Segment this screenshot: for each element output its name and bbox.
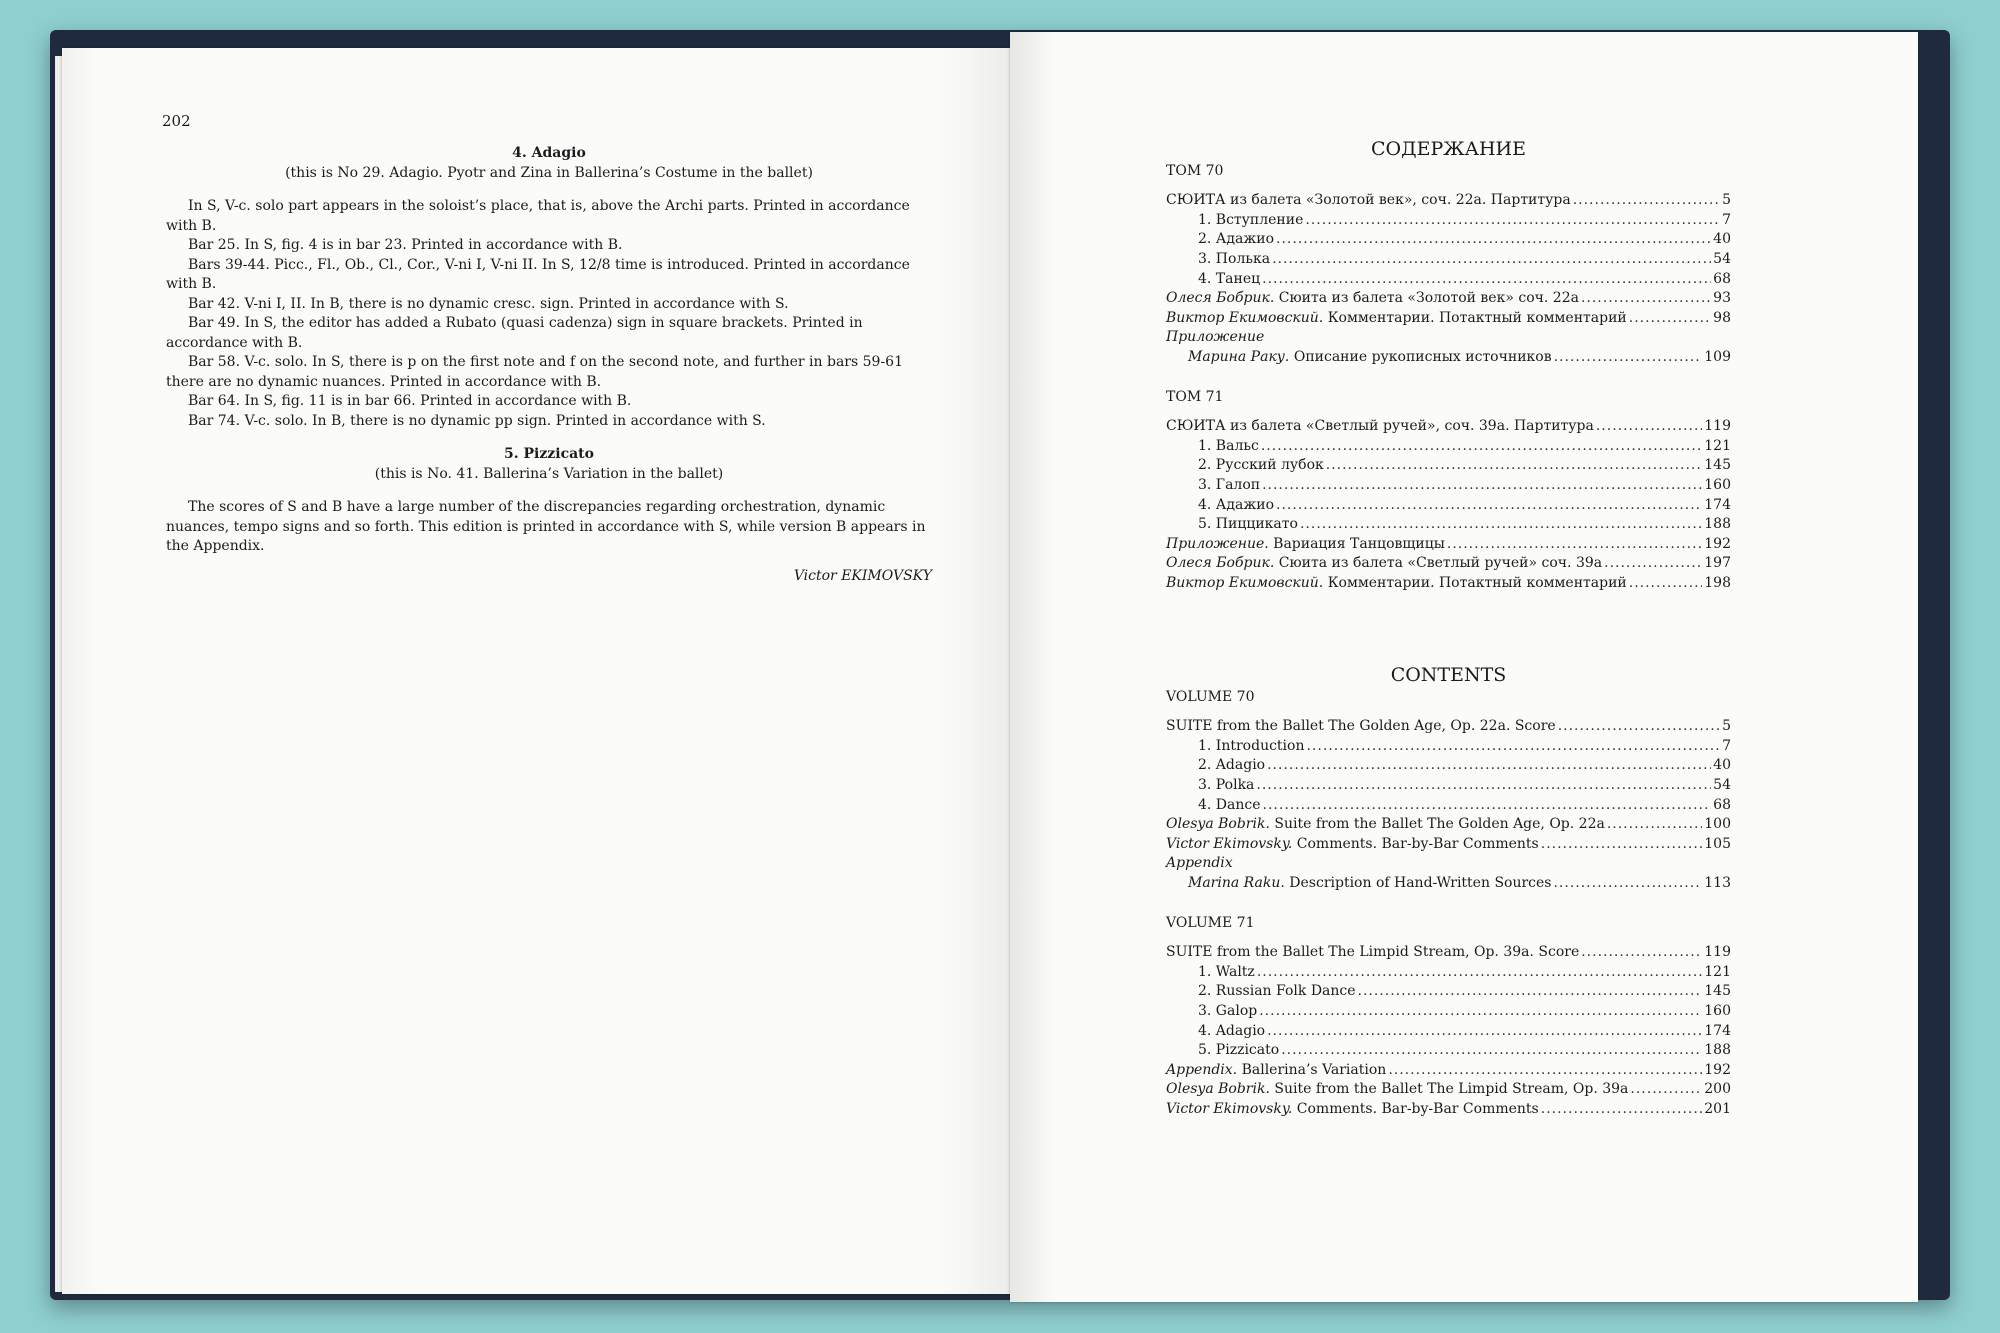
toc-entry-label	[1166, 309, 1627, 329]
toc-entry-label	[1166, 815, 1605, 835]
toc-entry-title: 4. Dance	[1198, 796, 1261, 813]
toc-entry-title: СЮИТА из балета «Светлый ручей», соч. 39а. Партитура	[1166, 418, 1594, 435]
toc-page-number: 98	[1713, 309, 1731, 326]
toc-page-number: 5	[1722, 192, 1731, 209]
dot-leader	[1553, 874, 1702, 894]
toc-entry-label	[1198, 1041, 1279, 1061]
dot-leader	[1604, 554, 1702, 574]
dot-leader	[1267, 1022, 1702, 1042]
section-note: (this is No. 41. Ballerina’s Variation in the ballet)	[374, 465, 724, 482]
toc-page-number: 145	[1704, 983, 1731, 1000]
toc-entry-label	[1188, 874, 1551, 894]
dot-leader	[1581, 289, 1711, 309]
paragraph: Bar 74. V-c. solo. In B, there is no dynamic pp sign. Printed in accordance with S.	[188, 412, 766, 429]
toc-entry-label	[1198, 982, 1356, 1002]
toc-entry	[1166, 1100, 1731, 1120]
toc-entry-title: СЮИТА из балета «Золотой век», соч. 22а. Партитура	[1166, 192, 1571, 209]
toc-page-number: 109	[1704, 348, 1731, 365]
toc-page-number: 160	[1704, 1002, 1731, 1019]
signature: Victor EKIMOVSKY	[793, 567, 932, 584]
toc-entry	[1166, 476, 1731, 496]
contents-title-en: CONTENTS	[1390, 664, 1507, 686]
toc-entry	[1166, 737, 1731, 757]
toc-list	[1166, 417, 1731, 593]
toc-entry-label	[1166, 1061, 1386, 1081]
toc-page-number: 188	[1704, 516, 1731, 533]
section-title: 4. Adagio	[512, 145, 586, 161]
toc-entry-label	[1198, 270, 1260, 290]
toc-entry-title: 2. Adagio	[1198, 757, 1266, 774]
toc-page-number: 93	[1713, 290, 1731, 307]
toc-entry-label	[1166, 554, 1602, 574]
toc-entry	[1166, 1080, 1731, 1100]
toc-entry-label	[1166, 835, 1539, 855]
toc-entry-title: 1. Вступление	[1198, 211, 1304, 228]
toc-page-number: 54	[1713, 776, 1731, 793]
toc-entry	[1166, 815, 1731, 835]
toc-entry	[1166, 211, 1731, 231]
dot-leader	[1541, 835, 1703, 855]
toc-list	[1166, 348, 1731, 368]
paragraph: Bars 39-44. Picc., Fl., Ob., Cl., Cor., V-ni I, V-ni II. In S, 12/8 time is introduced. Printed in accordance with B.	[166, 256, 910, 292]
toc-page-number: 68	[1713, 270, 1731, 287]
dot-leader	[1326, 456, 1703, 476]
dot-leader	[1276, 230, 1711, 250]
toc-entry	[1166, 535, 1731, 555]
toc-page-number: 201	[1704, 1100, 1731, 1117]
toc-entry-author: Марина Раку.	[1188, 348, 1290, 365]
dot-leader	[1306, 737, 1720, 757]
dot-leader	[1388, 1061, 1702, 1081]
toc-entry-author: Приложение.	[1166, 535, 1269, 552]
dot-leader	[1596, 417, 1702, 437]
dot-leader	[1558, 717, 1720, 737]
toc-entry	[1166, 496, 1731, 516]
toc-entry-title: Ballerina’s Variation	[1237, 1061, 1387, 1078]
toc-entry-title: Comments. Bar-by-Bar Comments	[1292, 1100, 1539, 1117]
dot-leader	[1629, 309, 1711, 329]
toc-entry	[1166, 250, 1731, 270]
toc-page-number: 192	[1704, 1061, 1731, 1078]
toc-entry	[1166, 574, 1731, 594]
toc-page-number: 145	[1704, 457, 1731, 474]
toc-page-number: 5	[1722, 718, 1731, 735]
toc-page-number: 7	[1722, 737, 1731, 754]
toc-entry	[1166, 1022, 1731, 1042]
volume-heading: ТОМ 70	[1166, 162, 1224, 179]
toc-page-number: 200	[1704, 1081, 1731, 1098]
toc-entry	[1166, 270, 1731, 290]
toc-entry-label	[1188, 348, 1552, 368]
toc-entry	[1166, 1061, 1731, 1081]
paragraph: Bar 58. V-c. solo. In S, there is p on the first note and f on the second note, and further in bars 59-61 there are no dynamic nuances. Printed in accordance with B.	[166, 354, 903, 390]
toc-page-number: 121	[1704, 437, 1731, 454]
toc-entry	[1166, 515, 1731, 535]
dot-leader	[1554, 348, 1703, 368]
toc-entry-title: Сюита из балета «Светлый ручей» соч. 39а	[1274, 555, 1603, 572]
toc-entry-title: SUITE from the Ballet The Golden Age, Op. 22a. Score	[1166, 718, 1556, 735]
toc-entry-author: Olesya Bobrik.	[1166, 816, 1270, 833]
toc-entry	[1166, 289, 1731, 309]
right-page	[1010, 32, 1918, 1302]
dot-leader	[1267, 756, 1711, 776]
appendix-heading: Приложение	[1166, 329, 1265, 346]
volume-heading: VOLUME 70	[1166, 688, 1255, 705]
toc-entry-author: Victor Ekimovsky.	[1166, 1100, 1293, 1117]
toc-entry	[1166, 1002, 1731, 1022]
left-page	[62, 48, 1012, 1294]
dot-leader	[1630, 1080, 1702, 1100]
toc-entry-label	[1166, 535, 1445, 555]
toc-list	[1166, 943, 1731, 1119]
toc-entry-title: 5. Pizzicato	[1198, 1042, 1280, 1059]
toc-page-number: 160	[1704, 476, 1731, 493]
toc-entry	[1166, 191, 1731, 211]
toc-entry	[1166, 1041, 1731, 1061]
toc-entry-label	[1166, 417, 1594, 437]
toc-page-number: 119	[1704, 418, 1731, 435]
toc-entry-author: Олеся Бобрик.	[1166, 290, 1275, 307]
toc-entry-label	[1198, 1022, 1265, 1042]
paragraph: The scores of S and B have a large number of the discrepancies regarding orchestration, dynamic nuances, tempo signs and so forth. This edition is printed in accordance with S, while version B appears in the Appendix.	[166, 499, 926, 554]
volume-heading: ТОМ 71	[1166, 388, 1224, 405]
toc-entry-title: 2. Адажио	[1198, 231, 1275, 248]
toc-entry-title: 2. Russian Folk Dance	[1198, 983, 1356, 1000]
toc-page-number: 113	[1704, 874, 1731, 891]
contents-ru	[1166, 140, 1731, 593]
toc-entry-title: 3. Polka	[1198, 776, 1255, 793]
toc-page-number: 174	[1704, 496, 1731, 513]
toc-page-number: 68	[1713, 796, 1731, 813]
toc-entry	[1166, 348, 1731, 368]
dot-leader	[1261, 437, 1702, 457]
contents-title-ru: СОДЕРЖАНИЕ	[1371, 138, 1526, 160]
toc-entry-label	[1198, 796, 1261, 816]
toc-entry-author: Olesya Bobrik.	[1166, 1081, 1270, 1098]
toc-entry-label	[1166, 191, 1571, 211]
toc-entry-title: 3. Galop	[1198, 1002, 1258, 1019]
toc-entry-title: Сюита из балета «Золотой век» соч. 22а	[1274, 290, 1579, 307]
toc-page-number: 40	[1713, 231, 1731, 248]
toc-entry-title: Suite from the Ballet The Golden Age, Op. 22a	[1269, 816, 1605, 833]
paragraph: Bar 49. In S, the editor has added a Rubato (quasi cadenza) sign in square brackets. Printed in accordance with B.	[166, 315, 863, 351]
toc-entry	[1166, 417, 1731, 437]
toc-entry-title: 1. Introduction	[1198, 737, 1305, 754]
contents-en	[1166, 666, 1731, 1119]
toc-entry-title: Описание рукописных источников	[1289, 348, 1552, 365]
paragraph: Bar 25. In S, fig. 4 is in bar 23. Printed in accordance with B.	[188, 237, 623, 253]
dot-leader	[1581, 943, 1702, 963]
toc-page-number: 174	[1704, 1022, 1731, 1039]
toc-entry-author: Виктор Екимовский.	[1166, 309, 1324, 326]
page-number: 202	[162, 112, 191, 130]
toc-entry-label	[1198, 1002, 1257, 1022]
toc-page-number: 121	[1704, 963, 1731, 980]
dot-leader	[1276, 496, 1702, 516]
toc-entry-label	[1198, 515, 1298, 535]
toc-entry-label	[1166, 1100, 1539, 1120]
appendix-heading: Appendix	[1166, 855, 1233, 872]
toc-entry	[1166, 796, 1731, 816]
toc-entry-label	[1198, 963, 1255, 983]
toc-entry	[1166, 554, 1731, 574]
toc-entry-title: 2. Русский лубок	[1198, 457, 1324, 474]
toc-page-number: 105	[1704, 835, 1731, 852]
toc-entry	[1166, 943, 1731, 963]
toc-entry-title: 1. Waltz	[1198, 963, 1255, 980]
volume-heading: VOLUME 71	[1166, 914, 1255, 931]
toc-entry-title: 1. Вальс	[1198, 437, 1259, 454]
dot-leader	[1358, 982, 1703, 1002]
toc-entry-label	[1166, 1080, 1628, 1100]
dot-leader	[1262, 270, 1711, 290]
toc-list	[1166, 717, 1731, 854]
toc-entry-title: 3. Полька	[1198, 250, 1271, 267]
dot-leader	[1607, 815, 1702, 835]
toc-list	[1166, 874, 1731, 894]
toc-entry	[1166, 776, 1731, 796]
toc-page-number: 198	[1704, 574, 1731, 591]
toc-entry-label	[1198, 211, 1303, 231]
toc-entry-label	[1198, 756, 1265, 776]
toc-entry-author: Appendix.	[1166, 1061, 1238, 1078]
toc-page-number: 54	[1713, 250, 1731, 267]
toc-entry	[1166, 835, 1731, 855]
toc-entry-title: SUITE from the Ballet The Limpid Stream, Op. 39a. Score	[1166, 944, 1580, 961]
dot-leader	[1305, 211, 1720, 231]
toc-entry-label	[1166, 289, 1579, 309]
toc-entry-title: Suite from the Ballet The Limpid Stream, Op. 39a	[1269, 1081, 1629, 1098]
dot-leader	[1281, 1041, 1702, 1061]
toc-entry-title: 4. Adagio	[1198, 1022, 1266, 1039]
toc-entry-label	[1198, 437, 1259, 457]
toc-entry-title: 4. Адажио	[1198, 496, 1275, 513]
toc-page-number: 119	[1704, 944, 1731, 961]
toc-entry-title: Комментарии. Потактный комментарий	[1323, 309, 1627, 326]
toc-page-number: 7	[1722, 211, 1731, 228]
toc-entry-label	[1166, 717, 1556, 737]
toc-entry-label	[1198, 250, 1270, 270]
section-note: (this is No 29. Adagio. Pyotr and Zina in Ballerina’s Costume in the ballet)	[285, 164, 813, 181]
paragraph: In S, V-c. solo part appears in the soloist’s place, that is, above the Archi parts. Printed in accordance with B.	[166, 198, 910, 234]
toc-entry-title: Вариация Танцовщицы	[1268, 535, 1445, 552]
dot-leader	[1262, 476, 1702, 496]
section-title: 5. Pizzicato	[504, 446, 594, 462]
dot-leader	[1257, 963, 1702, 983]
toc-entry-title: 5. Пиццикато	[1198, 516, 1298, 533]
dot-leader	[1447, 535, 1702, 555]
toc-page-number: 192	[1704, 535, 1731, 552]
dot-leader	[1272, 250, 1711, 270]
toc-entry	[1166, 982, 1731, 1002]
toc-entry-title: 3. Галоп	[1198, 476, 1261, 493]
toc-entry	[1166, 963, 1731, 983]
toc-entry-author: Marina Raku.	[1188, 874, 1285, 891]
toc-entry-author: Виктор Екимовский.	[1166, 574, 1324, 591]
commentary-text	[166, 144, 932, 586]
dot-leader	[1629, 574, 1703, 594]
dot-leader	[1573, 191, 1720, 211]
toc-entry	[1166, 309, 1731, 329]
toc-entry-author: Victor Ekimovsky.	[1166, 835, 1293, 852]
toc-entry	[1166, 756, 1731, 776]
toc-entry-label	[1198, 476, 1260, 496]
toc-entry-author: Олеся Бобрик.	[1166, 555, 1275, 572]
toc-entry-title: Комментарии. Потактный комментарий	[1323, 574, 1627, 591]
dot-leader	[1259, 1002, 1702, 1022]
toc-entry	[1166, 717, 1731, 737]
toc-entry-title: 4. Танец	[1198, 270, 1261, 287]
toc-entry-title: Comments. Bar-by-Bar Comments	[1292, 835, 1539, 852]
toc-entry	[1166, 230, 1731, 250]
dot-leader	[1300, 515, 1702, 535]
toc-entry	[1166, 456, 1731, 476]
paragraph: Bar 64. In S, fig. 11 is in bar 66. Printed in accordance with B.	[188, 393, 632, 409]
toc-page-number: 40	[1713, 757, 1731, 774]
dot-leader	[1541, 1100, 1703, 1120]
toc-entry-label	[1166, 574, 1627, 594]
toc-entry-label	[1166, 943, 1579, 963]
toc-entry-title: Description of Hand-Written Sources	[1284, 874, 1552, 891]
toc-entry-label	[1198, 456, 1324, 476]
dot-leader	[1263, 796, 1712, 816]
toc-page-number: 100	[1704, 816, 1731, 833]
paragraph: Bar 42. V-ni I, II. In B, there is no dynamic cresc. sign. Printed in accordance with S.	[188, 295, 789, 312]
toc-entry-label	[1198, 776, 1254, 796]
toc-entry-label	[1198, 737, 1304, 757]
toc-page-number: 188	[1704, 1042, 1731, 1059]
toc-entry	[1166, 874, 1731, 894]
toc-entry-label	[1198, 230, 1274, 250]
dot-leader	[1256, 776, 1711, 796]
toc-list	[1166, 191, 1731, 328]
toc-entry	[1166, 437, 1731, 457]
toc-entry-label	[1198, 496, 1274, 516]
toc-page-number: 197	[1704, 555, 1731, 572]
